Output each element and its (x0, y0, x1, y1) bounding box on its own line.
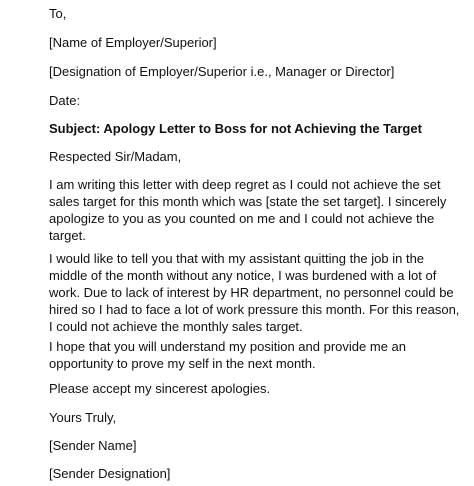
paragraph-hope: I hope that you will understand my position and provide me an opportunity to prove my self in the next month. (49, 339, 406, 371)
recipient-to: To, (49, 6, 67, 21)
paragraph-apology: Please accept my sincerest apologies. (49, 381, 271, 396)
employer-name: [Name of Employer/Superior] (49, 35, 217, 50)
sender-name: [Sender Name] (49, 438, 137, 453)
paragraph-regret: I am writing this letter with deep regret as I could not achieve the set sales target for this month which was [state the set target]. I sincerely apologize to you as you counted on me and I could not achieve the target. (49, 177, 447, 243)
letter-date: Date: (49, 93, 81, 108)
sender-designation: [Sender Designation] (49, 466, 171, 481)
closing: Yours Truly, (49, 410, 117, 425)
salutation: Respected Sir/Madam, (49, 149, 182, 164)
paragraph-reason: I would like to tell you that with my assistant quitting the job in the middle of the month without any notice, I was burdened with a lot of work. Due to lack of interest by HR department, no personnel could be hired so I had to face a lot of work pressure this month. For this reason, I could not achieve the monthly sales target. (49, 251, 460, 334)
employer-designation: [Designation of Employer/Superior i.e., Manager or Director] (49, 64, 395, 79)
letter-subject: Subject: Apology Letter to Boss for not Achieving the Target (49, 121, 422, 136)
